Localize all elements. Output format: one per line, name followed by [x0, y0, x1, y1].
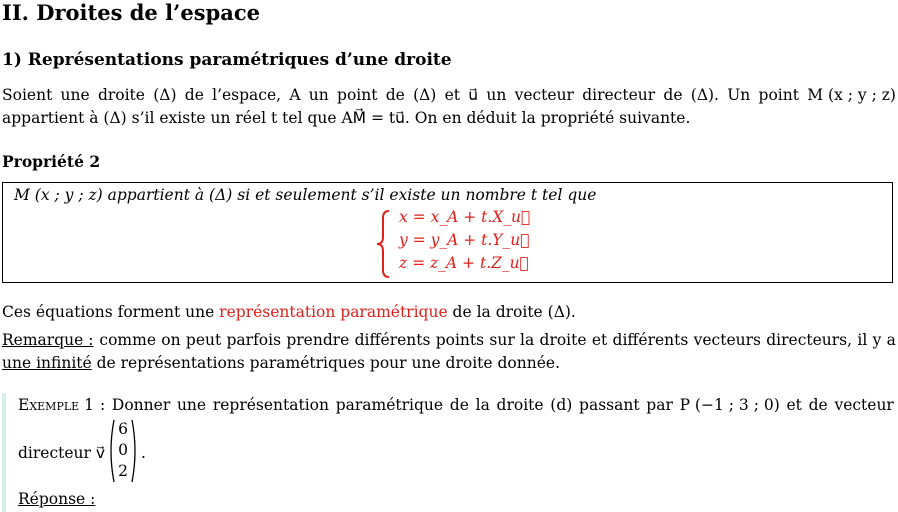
word: comme — [99, 331, 157, 349]
word: point — [758, 86, 799, 104]
word: (d) — [550, 396, 573, 414]
remark-line-1 — [2, 331, 896, 349]
vector-component-1: 6 — [118, 420, 128, 438]
word: un — [486, 86, 507, 104]
word: une — [176, 396, 207, 414]
word: l’espace, — [212, 86, 282, 104]
word: sur — [489, 331, 515, 349]
example-line2-prefix: directeur v⃗ — [18, 444, 106, 462]
word: et — [786, 396, 802, 414]
word: de — [385, 86, 405, 104]
word: M (x ; y ; z) — [807, 86, 896, 104]
equation-system — [375, 209, 535, 279]
word: parfois — [226, 331, 282, 349]
word: paramétrique — [335, 396, 444, 414]
equation-y: y = y_A + t.Y_u⃗ — [399, 231, 530, 249]
word: la — [520, 331, 535, 349]
word: : — [99, 396, 106, 414]
word: et — [591, 331, 608, 349]
word: y — [872, 331, 882, 349]
word: a — [886, 331, 896, 349]
word: on — [161, 331, 181, 349]
word: directeurs, — [766, 331, 853, 349]
remark-label: Remarque : — [2, 331, 94, 349]
word: la — [475, 396, 490, 414]
example-line-1 — [18, 396, 894, 414]
word: différents — [354, 331, 431, 349]
intro-line-1 — [2, 86, 896, 104]
word: u⃗ — [468, 86, 479, 104]
word: un — [308, 86, 329, 104]
word: une — [60, 86, 90, 104]
equation-x: x = x_A + t.X_u⃗ — [399, 208, 531, 226]
example-line-2 — [18, 420, 146, 486]
word: passant — [579, 396, 640, 414]
section-title: II. Droites de l’espace — [2, 0, 260, 25]
word: il — [857, 331, 868, 349]
word: de — [808, 396, 828, 414]
column-vector — [107, 418, 139, 484]
conclusion-line — [2, 303, 576, 321]
word: de — [663, 86, 683, 104]
vector-component-2: 0 — [118, 441, 128, 459]
word: vecteur — [514, 86, 574, 104]
word: prendre — [286, 331, 350, 349]
property-title: Propriété 2 — [2, 152, 101, 171]
word: de — [449, 396, 469, 414]
remark-underlined: une infinité — [2, 354, 92, 372]
response-label: Réponse : — [18, 490, 96, 508]
equation-z: z = z_A + t.Z_u⃗ — [399, 254, 529, 272]
word: droite — [496, 396, 544, 414]
remark-line-2 — [2, 354, 560, 372]
remark-rest: de représentations paramétriques pour une droite donnée. — [91, 354, 561, 372]
property-statement: M (x ; y ; z) appartient à (Δ) si et seulement s’il existe un nombre t tel que — [14, 186, 597, 204]
word: Soient — [2, 86, 53, 104]
example-line2-suffix: . — [141, 444, 146, 462]
vector-component-3: 2 — [118, 462, 128, 480]
word: différents — [612, 331, 689, 349]
conclusion-after: de la droite (Δ). — [447, 303, 576, 321]
remark-text-1 — [99, 331, 896, 349]
word: de — [184, 86, 204, 104]
word: (Δ). — [690, 86, 719, 104]
word: Un — [727, 86, 751, 104]
conclusion-highlight: représentation paramétrique — [219, 303, 448, 321]
word: droite — [539, 331, 587, 349]
word: vecteur — [834, 396, 894, 414]
word: directeur — [582, 86, 656, 104]
subsection-title: 1) Représentations paramétriques d’une droite — [2, 50, 452, 70]
word: par — [646, 396, 673, 414]
example-label: Exemple 1 — [18, 396, 94, 414]
property-box — [2, 182, 893, 283]
brace-icon — [375, 209, 393, 279]
word: (Δ) — [153, 86, 177, 104]
vector-matrix — [107, 418, 139, 488]
word: peut — [185, 331, 222, 349]
word: (Δ) — [413, 86, 437, 104]
conclusion-before: Ces équations forment une — [2, 303, 220, 321]
word: P (−1 ; 3 ; 0) — [679, 396, 780, 414]
word: points — [435, 331, 485, 349]
word: Donner — [111, 396, 171, 414]
word: représentation — [212, 396, 329, 414]
example-bar — [2, 393, 6, 512]
word: point — [337, 86, 378, 104]
word: A — [289, 86, 301, 104]
word: vecteurs — [693, 331, 761, 349]
word: et — [444, 86, 461, 104]
intro-line-2: appartient à (Δ) s’il existe un réel t tel que AM⃗ = tu⃗. On en déduit la propriété suivante. — [2, 109, 691, 127]
word: droite — [97, 86, 145, 104]
example-text-1 — [100, 396, 894, 414]
